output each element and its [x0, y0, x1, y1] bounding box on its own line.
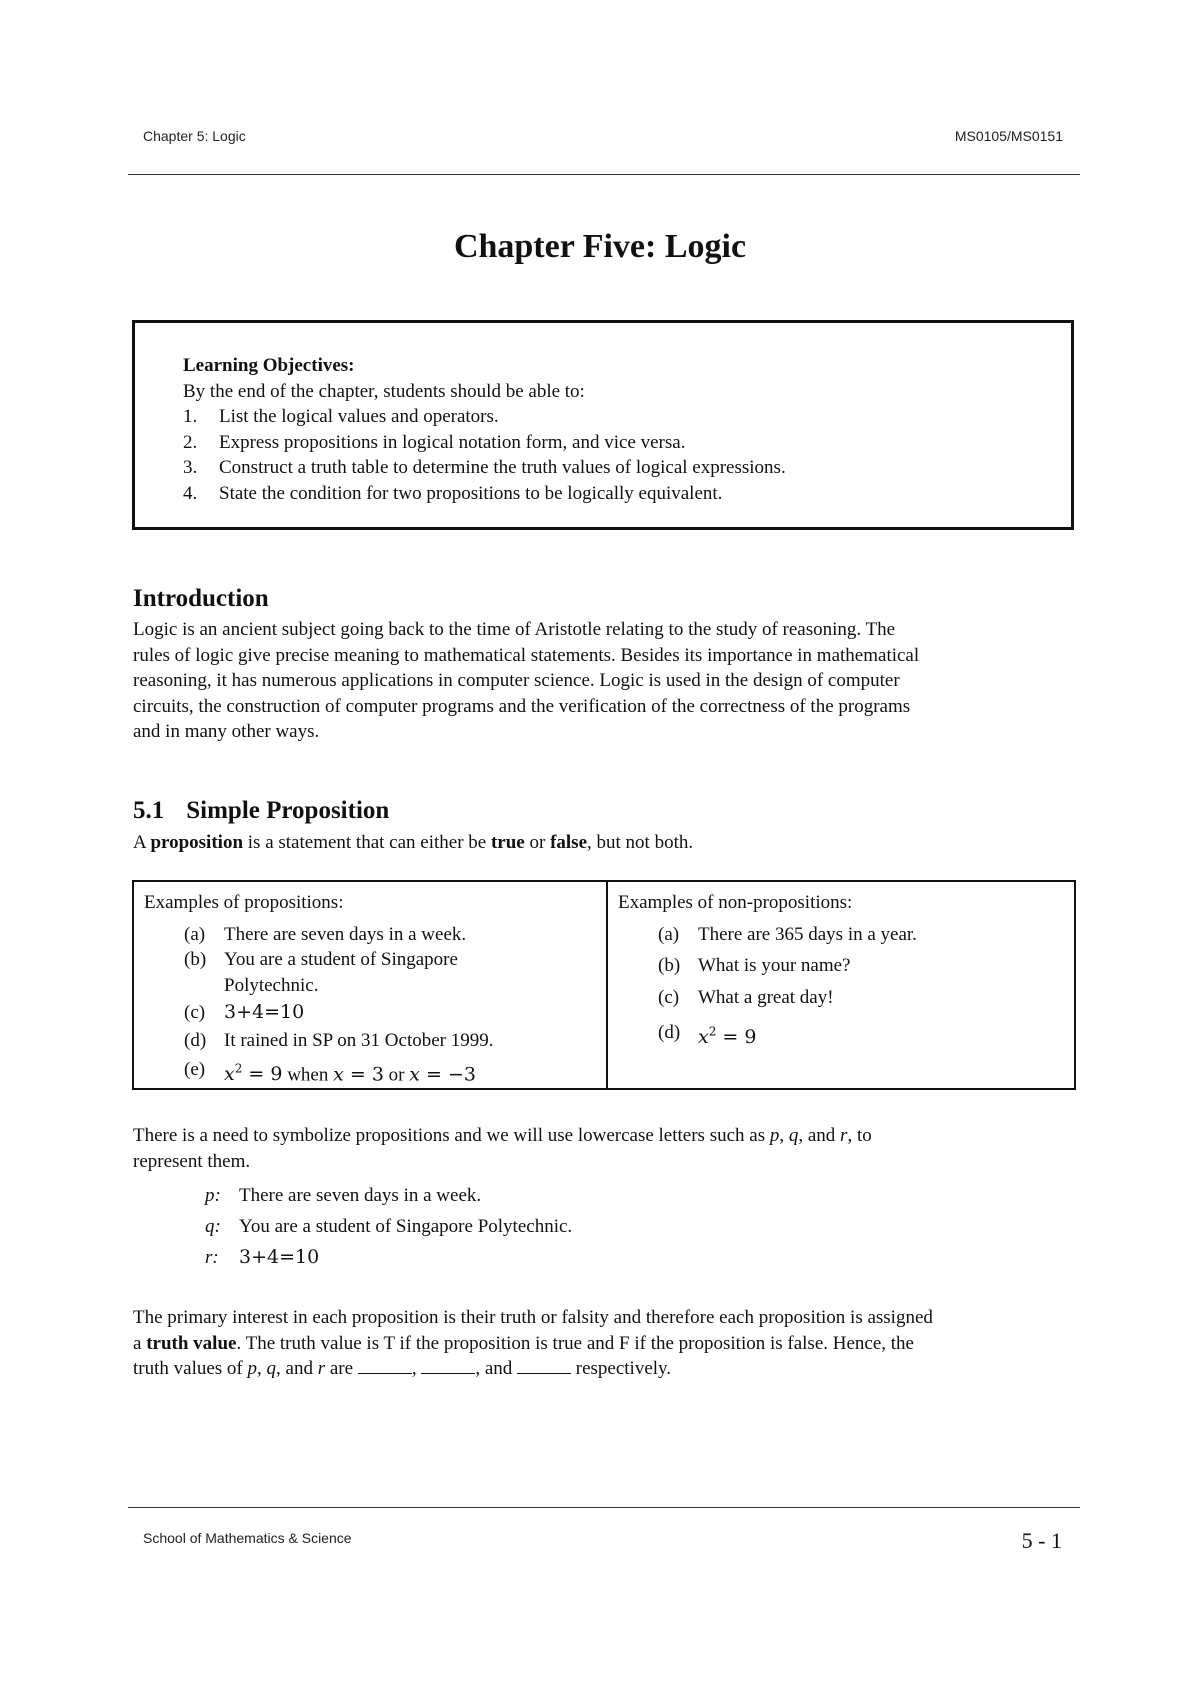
objective-item	[183, 404, 786, 430]
math-text: = 9	[242, 1063, 283, 1086]
symbol-definition	[205, 1180, 572, 1211]
objective-number: 3.	[183, 457, 198, 478]
introduction-heading: Introduction	[133, 585, 269, 612]
var-q: q	[788, 1125, 799, 1146]
truth-line	[133, 1331, 1093, 1357]
page-number: 5 - 1	[1021, 1528, 1062, 1553]
non-propositions-column	[618, 890, 1068, 1051]
footer-left: School of Mathematics & Science	[143, 1530, 352, 1546]
definition-text: A	[133, 832, 151, 853]
item-text: or	[383, 1064, 410, 1086]
term-truth-value: truth value	[146, 1332, 237, 1354]
para-text: ,	[257, 1358, 267, 1379]
example-item	[184, 973, 594, 999]
truth-value-paragraph	[133, 1305, 1093, 1382]
symbol-var: p:	[205, 1185, 221, 1206]
math-var: x	[698, 1026, 709, 1049]
item-label: (e)	[184, 1059, 206, 1080]
item-label: (a)	[184, 923, 206, 945]
header-rule	[128, 174, 1080, 175]
objective-text: State the condition for two propositions to be logically equivalent.	[219, 482, 723, 504]
learning-objectives-box	[132, 320, 1074, 530]
page-title: Chapter Five: Logic	[453, 228, 747, 265]
item-math	[224, 1063, 282, 1085]
math-var: x	[409, 1063, 420, 1086]
var-p: p	[247, 1358, 258, 1379]
item-label: (b)	[184, 949, 207, 970]
propositions-column	[144, 890, 594, 1088]
example-item	[184, 947, 594, 973]
objectives-intro: By the end of the chapter, students should be able to:	[183, 380, 585, 402]
running-header-right: MS0105/MS0151	[954, 128, 1063, 144]
objective-text: Express propositions in logical notation form, and vice versa.	[219, 431, 686, 453]
math-exponent: 2	[708, 1025, 717, 1039]
para-text: a	[133, 1332, 147, 1354]
definition-text: or	[524, 832, 551, 853]
example-item	[658, 922, 1068, 948]
objective-text: List the logical values and operators.	[219, 406, 499, 427]
introduction-paragraph	[133, 617, 1093, 745]
para-text: ,	[779, 1125, 789, 1146]
item-label: (b)	[658, 955, 681, 976]
item-text: What is your name?	[698, 955, 851, 976]
example-item	[184, 1057, 594, 1088]
example-item	[658, 953, 1068, 979]
symbolize-line	[133, 1123, 1093, 1149]
item-math	[409, 1063, 476, 1085]
objectives-heading: Learning Objectives:	[183, 355, 355, 376]
running-header-left: Chapter 5: Logic	[143, 128, 246, 144]
example-item	[658, 985, 1068, 1011]
var-r: r	[317, 1358, 326, 1379]
introduction-line: circuits, the construction of computer programs and the verification of the correctness of the programs	[133, 695, 911, 717]
objective-text: Construct a truth table to determine the truth values of logical expressions.	[219, 457, 786, 478]
symbol-var: r:	[205, 1247, 219, 1268]
definition-text: is a statement that can either be	[243, 832, 491, 853]
item-text: What a great day!	[698, 986, 834, 1008]
learning-objectives	[183, 353, 786, 506]
proposition-definition	[133, 830, 693, 856]
section-number: 5.1	[133, 797, 165, 824]
math-text: = 3	[343, 1063, 384, 1086]
propositions-heading: Examples of propositions:	[144, 892, 344, 913]
math-text: = 9	[716, 1026, 757, 1049]
section-title: Simple Proposition	[186, 797, 390, 824]
example-item	[658, 1020, 1068, 1051]
para-text: , to	[847, 1125, 872, 1146]
introduction-line: rules of logic give precise meaning to mathematical statements. Besides its importance in mathematical	[133, 644, 920, 666]
introduction-line: and in many other ways.	[133, 721, 320, 742]
answer-blank[interactable]	[421, 1356, 475, 1374]
symbolize-paragraph	[133, 1123, 1093, 1174]
objective-number: 2.	[183, 431, 198, 453]
item-text: Polytechnic.	[224, 974, 319, 996]
item-math: 3+4=10	[224, 1001, 305, 1023]
symbol-text: There are seven days in a week.	[239, 1185, 482, 1206]
item-label: (d)	[184, 1029, 207, 1051]
introduction-line: reasoning, it has numerous applications in computer science. Logic is used in the design of computer	[133, 670, 900, 691]
objective-number: 1.	[183, 406, 198, 427]
math-var: x	[333, 1063, 344, 1086]
symbol-definition	[205, 1242, 572, 1273]
var-q: q	[266, 1358, 277, 1379]
math-var: x	[224, 1063, 235, 1086]
item-label: (c)	[658, 986, 680, 1008]
item-label: (c)	[184, 1002, 206, 1023]
para-text: respectively.	[571, 1358, 672, 1379]
answer-blank[interactable]	[358, 1356, 412, 1374]
item-text: You are a student of Singapore	[224, 949, 458, 970]
math-exponent: 2	[234, 1062, 243, 1076]
symbol-math: 3+4=10	[239, 1246, 320, 1268]
example-item	[184, 1028, 594, 1054]
item-math	[333, 1063, 384, 1085]
para-text: , and	[798, 1125, 841, 1146]
para-text: . The truth value is T if the proposition is true and F if the proposition is false. Hence, the	[236, 1332, 914, 1354]
para-text: are	[325, 1358, 358, 1379]
term-false: false	[550, 832, 588, 853]
symbol-definitions	[205, 1180, 572, 1273]
objective-item	[183, 481, 786, 507]
table-divider	[606, 882, 608, 1088]
truth-line	[133, 1356, 1093, 1382]
footer-rule	[128, 1507, 1080, 1508]
symbol-var: q:	[205, 1216, 221, 1237]
example-item	[184, 922, 594, 948]
para-text: , and	[475, 1358, 517, 1379]
item-text: It rained in SP on 31 October 1999.	[224, 1029, 494, 1051]
truth-line: The primary interest in each proposition is their truth or falsity and therefore each proposition is assigned	[133, 1307, 933, 1328]
term-proposition: proposition	[150, 832, 244, 853]
item-math	[698, 1026, 756, 1048]
answer-blank[interactable]	[517, 1356, 571, 1374]
para-text: , and	[276, 1358, 318, 1379]
non-propositions-heading: Examples of non-propositions:	[618, 892, 853, 913]
var-r: r	[840, 1125, 848, 1146]
example-item	[184, 1000, 594, 1026]
math-text: = −3	[419, 1063, 476, 1086]
symbolize-line: represent them.	[133, 1150, 251, 1172]
para-text: There is a need to symbolize propositions and we will use lowercase letters such as	[133, 1125, 770, 1146]
item-label: (d)	[658, 1022, 681, 1043]
para-text: ,	[411, 1358, 422, 1379]
item-label: (a)	[658, 923, 680, 945]
examples-table	[132, 880, 1076, 1090]
term-true: true	[490, 832, 525, 853]
objective-number: 4.	[183, 482, 198, 504]
item-text: There are seven days in a week.	[224, 923, 467, 945]
definition-text: , but not both.	[587, 832, 694, 853]
introduction-line: Logic is an ancient subject going back to the time of Aristotle relating to the study of reasoning. The	[133, 619, 896, 640]
objective-item	[183, 430, 786, 456]
symbol-definition	[205, 1211, 572, 1242]
item-text: There are 365 days in a year.	[698, 923, 917, 945]
section-heading	[133, 797, 389, 825]
var-p: p	[769, 1125, 780, 1146]
objective-item	[183, 455, 786, 481]
para-text: truth values of	[133, 1358, 248, 1379]
symbol-text: You are a student of Singapore Polytechnic.	[239, 1216, 573, 1237]
item-text: when	[282, 1064, 334, 1086]
